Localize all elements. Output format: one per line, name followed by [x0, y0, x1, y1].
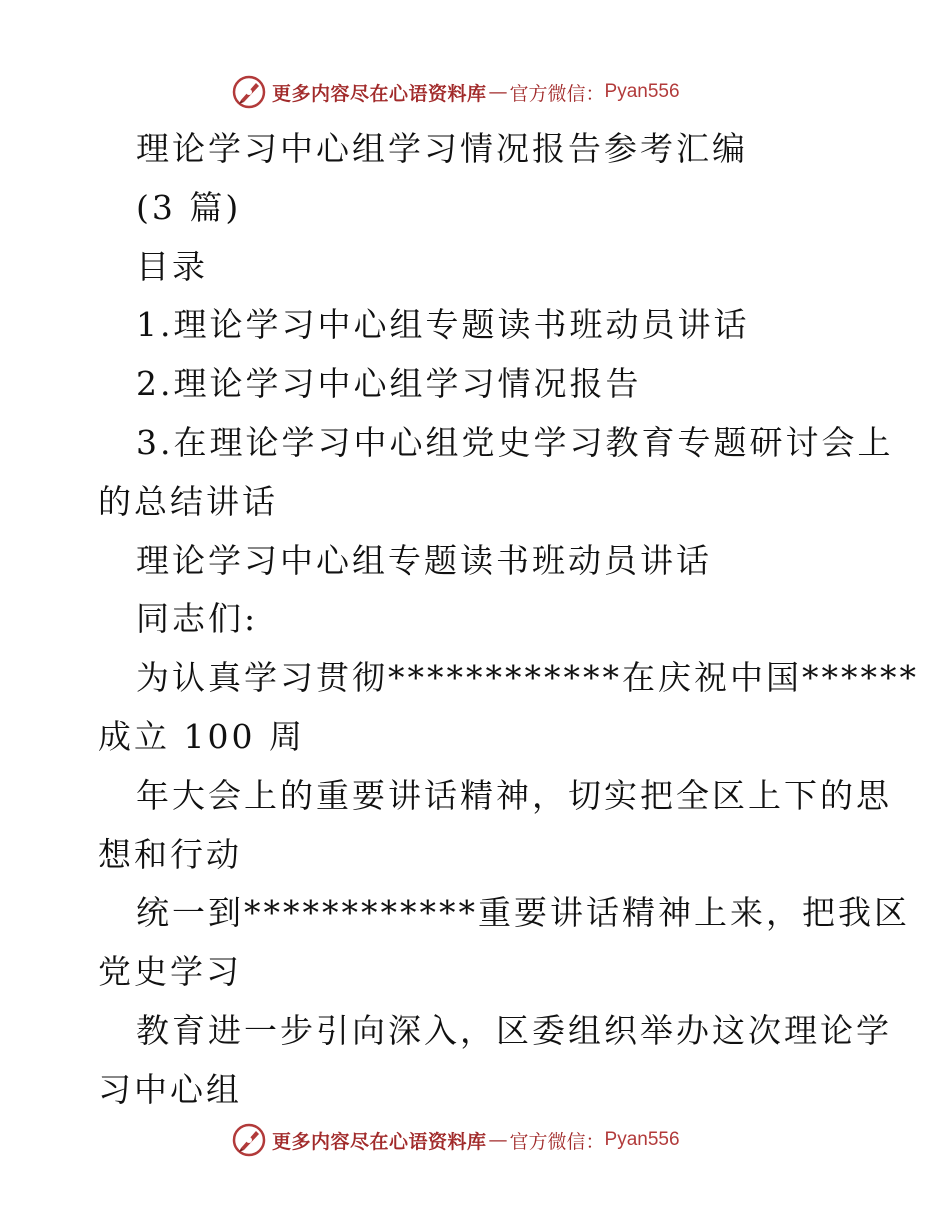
document-line: 想和行动: [98, 834, 242, 874]
watermark-dash: —: [488, 81, 508, 103]
header-watermark: [232, 72, 680, 112]
watermark-text: 更多内容尽在心语资料库: [272, 82, 487, 105]
document-line: 3.在理论学习中心组党史学习教育专题研讨会上: [136, 422, 894, 462]
document-line: 习中心组: [98, 1069, 242, 1109]
document-line: 目录: [136, 246, 208, 286]
document-line: 统一到************重要讲话精神上来，把我区: [136, 893, 910, 933]
document-line: (3 篇): [136, 187, 242, 227]
watermark-label: 官方微信：: [509, 1130, 605, 1153]
document-line: 党史学习: [98, 952, 242, 992]
watermark-text: 更多内容尽在心语资料库: [272, 1130, 487, 1153]
watermark-wechat-id: Pyan556: [604, 1129, 680, 1150]
document-line: 理论学习中心组专题读书班动员讲话: [136, 540, 712, 580]
document-line: 年大会上的重要讲话精神，切实把全区上下的思: [136, 775, 892, 815]
document-line: 为认真学习贯彻************在庆祝中国******: [136, 658, 919, 698]
document-body: [98, 120, 919, 1120]
watermark-label: 官方微信：: [509, 82, 605, 105]
document-line: 2.理论学习中心组学习情况报告: [136, 364, 642, 404]
quill-pen-seal-icon: [232, 1123, 266, 1157]
document-line: 成立 100 周: [98, 716, 305, 756]
footer-watermark: [232, 1120, 680, 1160]
document-line: 教育进一步引向深入，区委组织举办这次理论学: [136, 1010, 892, 1050]
document-line: 1.理论学习中心组专题读书班动员讲话: [136, 305, 750, 345]
document-line: 的总结讲话: [98, 481, 278, 521]
document-line: 理论学习中心组学习情况报告参考汇编: [136, 129, 748, 168]
quill-pen-seal-icon: [232, 75, 266, 109]
watermark-dash: —: [488, 1129, 508, 1151]
watermark-wechat-id: Pyan556: [604, 81, 680, 102]
document-line: 同志们:: [136, 599, 259, 639]
